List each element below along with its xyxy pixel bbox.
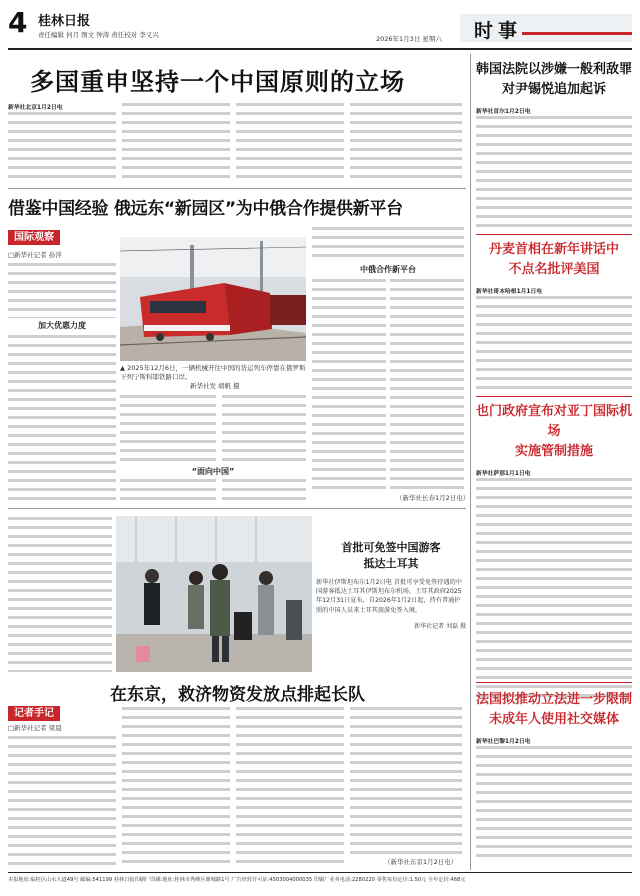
right-story-4 [476,690,632,863]
right-story-2 [476,240,632,395]
feature-body-col4a [312,226,464,262]
right-s1-headline-1: 韩国法院以涉嫌一般利敌罪 [476,62,633,77]
right-s4-headline-1: 法国拟推动立法进一步限制 [476,692,633,707]
right-story-1 [476,60,632,233]
header-rule [8,48,632,50]
right-s2-headline-2: 不点名批评美国 [508,262,600,277]
feature-section-label: 国际观察 [8,230,60,245]
right-s1-dateline: 新华社首尔1月2日电 [476,109,531,115]
bottom-body-col1 [8,735,116,867]
feature-closing: （新华社长春1月2日电） [396,494,470,502]
feature-body-col2b [120,478,216,504]
section-title-box [460,14,632,42]
page-number: 4 [8,6,28,39]
bottom-body-col2 [122,706,230,867]
bottom-closing: （新华社东京1月2日电） [384,858,458,866]
right-s3-dateline: 新华社萨那1月1日电 [476,471,531,477]
right-s1-body [476,115,632,233]
right-rule-3 [476,682,632,683]
feature-subhead-2: “面向中国” [191,467,235,476]
footer-info: 本报地址:临桂区山水大道49号 邮编:541199 桂林日报印刷厂印刷:地址:桂林市秀峰区塘城路1号 广告经营许可证:4503004000035 印刷厂业务电话:2280220 零售每份定价:1.50元 全年定价:468元 [8,877,466,883]
box-story [316,540,466,670]
lead-body-col1 [8,111,116,183]
feature-body-col4b [312,278,386,494]
feature-subhead-1: 加大优惠力度 [38,321,86,330]
paper-name: 桂林日报 [38,14,91,29]
right-s3-headline-1: 也门政府宣布对亚丁国际机场 [476,404,633,439]
right-s4-headline-2: 未成年人使用社交媒体 [488,712,619,727]
right-s3-body [476,477,632,703]
right-rule-2 [476,396,632,397]
feature-body-col1b [8,334,116,504]
lead-headline: 多国重申坚持一个中国原则的立场 [30,68,405,96]
right-s2-dateline: 新华社哥本哈根1月1日电 [476,289,543,295]
bottom-body-col4 [350,706,462,856]
bottom-body-col3 [236,706,344,867]
right-column-divider [470,54,471,870]
bottom-headline: 在东京，救济物资发放点排起长队 [110,685,365,705]
airport-photo [116,516,312,672]
lead-body-col4 [350,102,462,183]
box-headline-2: 抵达土耳其 [363,557,419,570]
train-photo [120,237,306,361]
right-s1-headline-2: 对尹锡悦追加起诉 [501,82,606,97]
box-headline-1: 首批可免签中国游客 [341,541,441,554]
right-s4-body [476,745,632,863]
right-s2-body [476,295,632,395]
issue-date: 2026年1月3日 星期六 [376,35,442,43]
feature-body-col5 [390,278,464,494]
lead-divider [8,188,466,189]
page-header [8,8,632,48]
right-s3-headline-2: 实施管制措施 [514,444,593,459]
train-photo-caption: ▲ 2025年12月6日，一辆机械开往中国的货运列车停靠在俄罗斯下列宁斯科耶铁路口岸。 [120,364,306,381]
lead-body-col2 [122,102,230,183]
feature-body-col2 [120,394,216,464]
feature-subhead-3: 中俄合作新平台 [360,265,416,274]
feature-headline: 借鉴中国经验 俄远东“新园区”为中俄合作提供新平台 [8,199,403,219]
bottom-left-filler [8,516,112,672]
feature-divider [8,508,466,509]
feature-body-col3 [222,394,306,464]
editor-credits: 责任编辑 何月 图文 钟涛 责任校对 李义兴 [38,31,159,39]
right-rule-1 [476,234,632,235]
right-story-3 [476,402,632,703]
train-photo-credit: 新华社发 胡帆 摄 [190,382,240,390]
feature-byline: □新华社记者 孙萍 [8,251,62,259]
box-credit: 新华社记者 刘磊 摄 [414,622,466,630]
right-s2-headline-1: 丹麦首相在新年讲话中 [488,242,619,257]
feature-body-col3b [222,478,306,504]
section-title: 时事 [474,20,523,42]
lead-body-col3 [236,102,344,183]
right-s4-dateline: 新华社巴黎1月2日电 [476,739,531,745]
box-body: 新华社伊斯坦布尔1月2日电 首批可享受免签待遇的中国游客抵达土耳其伊斯坦布尔机场。土耳其政府2025年12月31日宣布，自2026年1月2日起，持有普通护照的中国人员来土耳其旅游免签入境。 [316,579,462,614]
lead-dateline: 新华社北京1月2日电 [8,105,63,111]
bottom-byline: □新华社记者 梁晨 [8,724,62,732]
footer-rule [8,872,632,873]
feature-body-col1a [8,262,116,318]
bottom-section-label: 记者手记 [8,706,60,721]
